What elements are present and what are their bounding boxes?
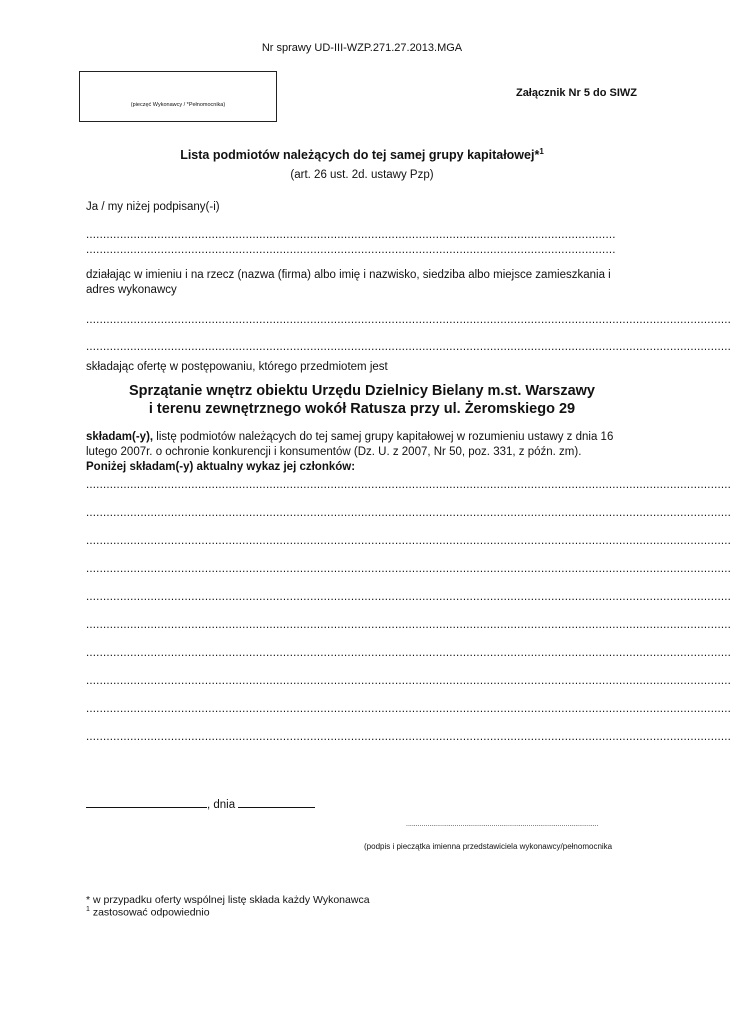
contractor-field-2[interactable]: .............................................................................................................................................................................................. (86, 341, 731, 353)
stamp-label: (pieczęć Wykonawcy / *Pełnomocnika) (130, 102, 226, 108)
member-field-9[interactable]: .............................................................................................................................................................................................. (86, 703, 731, 715)
acting-label: działając w imieniu i na rzecz (nazwa (firma) albo imię i nazwisko, siedziba albo miejsce zamieszkania i adres wykonawcy (86, 269, 611, 296)
signatory-field-2[interactable]: ............................................................................................................................................................ (86, 244, 616, 256)
signatory-field-1[interactable]: ............................................................................................................................................................ (86, 229, 616, 241)
title-footnote-mark: 1 (539, 147, 544, 156)
subject-line-1: Sprzątanie wnętrz obiektu Urzędu Dzielnicy Bielany m.st. Warszawy (128, 383, 595, 399)
member-field-8[interactable]: .............................................................................................................................................................................................. (86, 675, 731, 687)
member-field-5[interactable]: .............................................................................................................................................................................................. (86, 591, 731, 603)
declaration-bold-start: składam(-y), (86, 431, 154, 443)
member-field-4[interactable]: .............................................................................................................................................................................................. (86, 563, 731, 575)
footnote-mark: 1 (86, 906, 90, 913)
footnote-apply-text: zastosować odpowiednio (89, 906, 210, 919)
document-title (0, 147, 724, 162)
member-field-1[interactable]: .............................................................................................................................................................................................. (86, 479, 731, 491)
stamp-box (79, 71, 277, 122)
date-label: , dnia (207, 799, 236, 811)
date-field[interactable] (238, 796, 315, 808)
member-field-2[interactable]: .............................................................................................................................................................................................. (86, 507, 731, 519)
member-field-6[interactable]: .............................................................................................................................................................................................. (86, 619, 731, 631)
declaration-body: listę podmiotów należących do tej samej grupy kapitałowej w rozumieniu ustawy z dnia 16 lutego 2007r. o ochronie konkurencji i konsumentów (Dz. U. z 2007, Nr 50, poz. 331, z późn. zm). (86, 431, 614, 458)
document-subtitle: (art. 26 ust. 2d. ustawy Pzp) (290, 169, 434, 181)
footnote-apply (86, 906, 210, 919)
signatory-label: Ja / my niżej podpisany(-i) (86, 201, 220, 213)
member-field-3[interactable]: .............................................................................................................................................................................................. (86, 535, 731, 547)
subject-line-2: i terenu zewnętrznego wokół Ratusza przy ul. Żeromskiego 29 (148, 401, 576, 417)
declaration-text (86, 430, 641, 475)
offer-label: składając ofertę w postępowaniu, którego przedmiotem jest (86, 361, 388, 373)
signature-label: (podpis i pieczątka imienna przedstawiciela wykonawcy/pełnomocnika (364, 842, 613, 851)
member-field-7[interactable]: .............................................................................................................................................................................................. (86, 647, 731, 659)
case-number: Nr sprawy UD-III-WZP.271.27.2013.MGA (261, 42, 463, 54)
procurement-subject (0, 382, 724, 418)
attachment-label: Załącznik Nr 5 do SIWZ (515, 87, 637, 99)
footnote-joint-offer: * w przypadku oferty wspólnej listę składa każdy Wykonawca (86, 894, 370, 906)
contractor-field-1[interactable]: .............................................................................................................................................................................................. (86, 314, 731, 326)
signature-field[interactable]: ................................................................................................... (406, 821, 599, 828)
member-field-10[interactable]: .............................................................................................................................................................................................. (86, 731, 731, 743)
declaration-bold-end: Poniżej składam(-y) aktualny wykaz jej członków: (86, 461, 356, 473)
document-title-text: Lista podmiotów należących do tej samej grupy kapitałowej* (180, 148, 540, 162)
place-date-row (86, 796, 315, 811)
place-field[interactable] (86, 796, 207, 808)
